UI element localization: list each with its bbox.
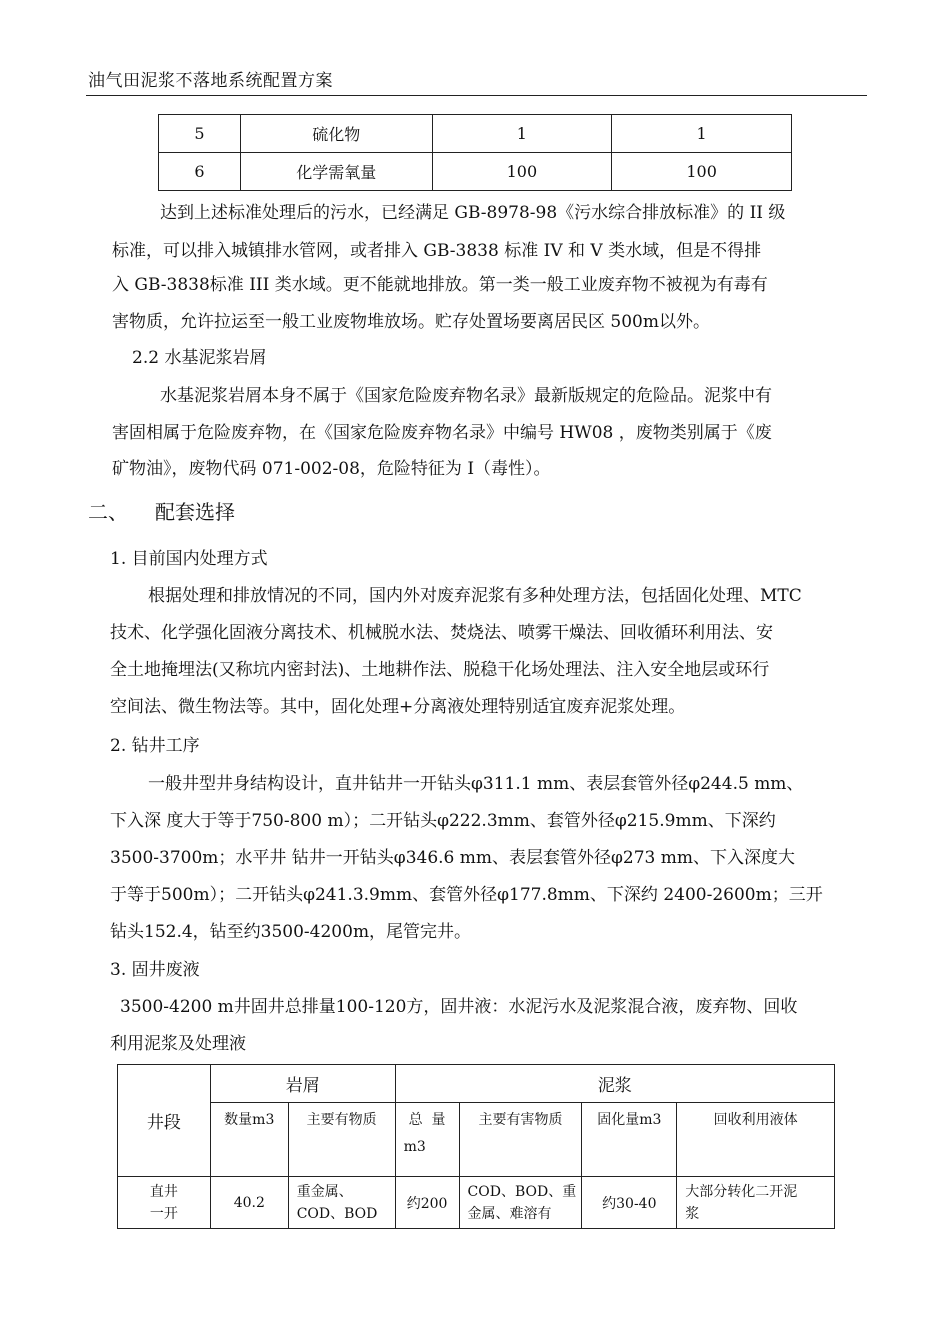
- para4-line: 于等于500m）；二开钻头φ241.3.9mm、套管外径φ177.8mm、下深约 2400-2600m；三开: [110, 885, 823, 905]
- para1-line: 害物质，允许拉运至一般工业废物堆放场。贮存处置场要离居民区 500m以外。: [112, 312, 710, 332]
- cementing-waste-table: [117, 1064, 835, 1229]
- cell-recycle-a: 大部分转化二开泥: [685, 1183, 798, 1200]
- header-harmful: 主要有害物质: [459, 1103, 582, 1177]
- header-mud: 泥浆: [395, 1065, 834, 1103]
- cell-recycle: [677, 1177, 835, 1229]
- header-rule: [86, 95, 867, 96]
- para1-line: 标准，可以排入城镇排水管网，或者排入 GB-3838 标准 IV 和 V 类水域，但是不得排: [112, 241, 762, 261]
- cell-name: 硫化物: [240, 115, 432, 153]
- section-heading-2-2: 2.2 水基泥浆岩屑: [132, 348, 267, 368]
- para4-line: 一般井型井身结构设计，直井钻井一开钻头φ311.1 mm、表层套管外径φ244.5 mm、: [148, 774, 804, 794]
- para5-line: 3500-4200 m井固井总排量100-120方，固井液：水泥污水及泥浆混合液，废弃物、回收: [120, 997, 798, 1017]
- para3-line: 根据处理和排放情况的不同，国内外对废弃泥浆有多种处理方法，包括固化处理、MTC: [148, 586, 802, 606]
- cell-qty: 40.2: [210, 1177, 288, 1229]
- cell-recycle-b: 浆: [685, 1205, 700, 1222]
- cell-harmful: [459, 1177, 582, 1229]
- cell-name: 化学需氧量: [240, 153, 432, 191]
- header-cuttings: 岩屑: [210, 1065, 395, 1103]
- cell-main-substance: [288, 1177, 395, 1229]
- header-total-b: m3: [403, 1139, 426, 1155]
- chapter-title: 配套选择: [155, 500, 235, 524]
- cell-solidified: 约30-40: [582, 1177, 677, 1229]
- section-heading-1: 1. 目前国内处理方式: [110, 549, 268, 569]
- para3-line: 空间法、微生物法等。其中，固化处理+分离液处理特别适宜废弃泥浆处理。: [110, 697, 686, 717]
- table-row: [159, 115, 792, 153]
- cell-value-2: 100: [612, 153, 792, 191]
- chapter-number: 二、: [88, 500, 128, 524]
- para2-line: 矿物油》，废物代码 071-002-08，危险特征为 I（毒性）。: [112, 459, 551, 479]
- section-heading-2: 2. 钻井工序: [110, 736, 200, 756]
- cell-section-a: 直井: [149, 1183, 178, 1200]
- cell-main-a: 重金属、: [296, 1183, 353, 1200]
- cell-section: [118, 1177, 211, 1229]
- table-row: [118, 1177, 835, 1229]
- cell-value-1: 100: [432, 153, 612, 191]
- para4-line: 3500-3700m；水平井 钻井一开钻头φ346.6 mm、表层套管外径φ273 mm、下入深度大: [110, 848, 796, 868]
- cell-no: 6: [159, 153, 241, 191]
- cell-value-2: 1: [612, 115, 792, 153]
- cell-value-1: 1: [432, 115, 612, 153]
- para3-line: 全土地掩埋法(又称坑内密封法)、土地耕作法、脱稳干化场处理法、注入安全地层或环行: [110, 660, 770, 680]
- para1-line: 达到上述标准处理后的污水，已经满足 GB-8978-98《污水综合排放标准》的 II 级: [160, 203, 786, 223]
- para3-line: 技术、化学强化固液分离技术、机械脱水法、焚烧法、喷雾干燥法、回收循环利用法、安: [110, 623, 773, 643]
- page-header-title: 油气田泥浆不落地系统配置方案: [88, 71, 333, 91]
- header-solidified: 固化量m3: [582, 1103, 677, 1177]
- header-total-a: 总 量: [408, 1112, 446, 1128]
- header-qty: 数量m3: [210, 1103, 288, 1177]
- cell-main-b: COD、BOD: [296, 1205, 378, 1222]
- para4-line: 钻头152.4，钻至约3500-4200m，尾管完井。: [110, 922, 472, 942]
- para2-line: 水基泥浆岩屑本身不属于《国家危险废弃物名录》最新版规定的危险品。泥浆中有: [160, 386, 772, 406]
- cell-section-b: 一开: [149, 1205, 178, 1222]
- table-row: [159, 153, 792, 191]
- cell-no: 5: [159, 115, 241, 153]
- para1-line: 入 GB-3838标准 III 类水域。更不能就地排放。第一类一般工业废弃物不被视为有毒有: [112, 275, 768, 295]
- header-main-substance: 主要有物质: [288, 1103, 395, 1177]
- para2-line: 害固相属于危险废弃物，在《国家危险废弃物名录》中编号 HW08 ，废物类别属于《废: [112, 423, 772, 443]
- para5-line: 利用泥浆及处理液: [110, 1034, 246, 1054]
- header-recycle: 回收利用液体: [677, 1103, 835, 1177]
- header-section: 井段: [118, 1065, 211, 1177]
- cell-harmful-b: 金属、难溶有: [467, 1205, 552, 1222]
- pollutant-table: [158, 114, 792, 191]
- cell-total: 约200: [395, 1177, 459, 1229]
- header-total: [395, 1103, 459, 1177]
- section-heading-3: 3. 固井废液: [110, 960, 200, 980]
- cell-harmful-a: COD、BOD、重: [467, 1183, 577, 1200]
- para4-line: 下入深 度大于等于750-800 m）；二开钻头φ222.3mm、套管外径φ215.9mm、下深约: [110, 811, 776, 831]
